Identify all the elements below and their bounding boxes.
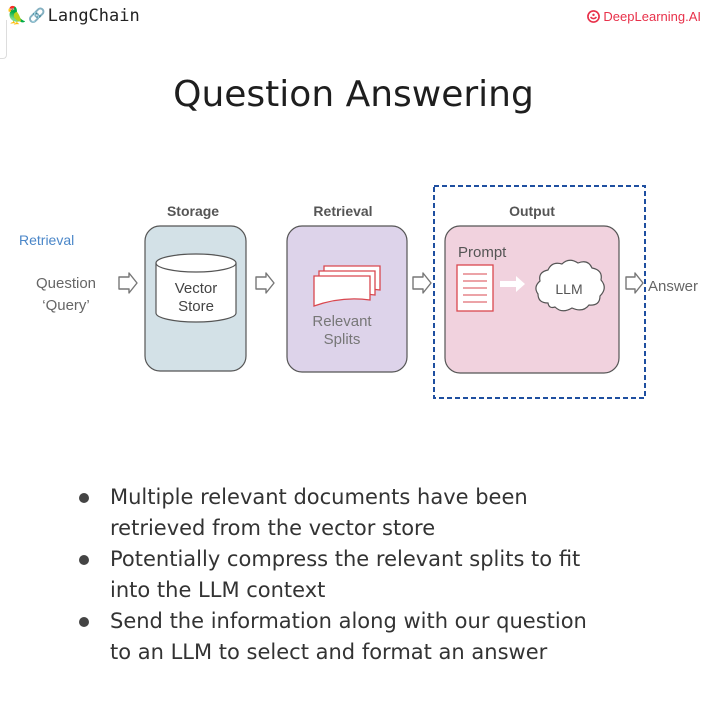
bullet-line: retrieved from the vector store: [110, 516, 436, 540]
output-header: Output: [509, 203, 555, 219]
vector-store-label-2: Store: [178, 298, 214, 315]
retrieval-side-label: Retrieval: [19, 232, 75, 248]
deeplearning-label: DeepLearning.AI: [603, 9, 701, 24]
bullet-icon: [79, 555, 89, 565]
list-item: [76, 482, 676, 544]
bullet-line: Potentially compress the relevant splits to fit: [110, 547, 581, 571]
flow-arrow-3: [413, 273, 431, 293]
vector-store-label-1: Vector: [174, 280, 218, 297]
flow-arrow-2: [256, 273, 274, 293]
bullet-line: to an LLM to select and format an answer: [110, 640, 548, 664]
parrot-icon: 🦜: [6, 6, 28, 26]
list-item: [76, 606, 676, 668]
bullet-line: into the LLM context: [110, 578, 326, 602]
bullet-line: Send the information along with our question: [110, 609, 587, 633]
langchain-label: LangChain: [47, 6, 140, 26]
bullet-list: [76, 482, 676, 668]
list-item: [76, 544, 676, 606]
bullet-line: Multiple relevant documents have been: [110, 485, 528, 509]
answer-label: Answer: [648, 278, 699, 295]
prompt-document-icon: [457, 265, 493, 311]
page-title: Question Answering: [173, 74, 534, 115]
question-label: Question: [35, 275, 97, 292]
bullet-icon: [79, 493, 89, 503]
query-label: ‘Query’: [42, 297, 90, 314]
relevant-splits-label-1: Relevant: [312, 313, 372, 330]
bullet-icon: [79, 617, 89, 627]
relevant-splits-label-2: Splits: [323, 331, 361, 348]
flow-arrow-1: [119, 273, 137, 293]
storage-header: Storage: [166, 203, 220, 219]
llm-label: LLM: [555, 281, 583, 297]
retrieval-header: Retrieval: [313, 203, 373, 219]
prompt-label: Prompt: [458, 244, 507, 261]
flow-arrow-4: [626, 273, 643, 293]
link-icon: 🔗: [28, 8, 46, 24]
